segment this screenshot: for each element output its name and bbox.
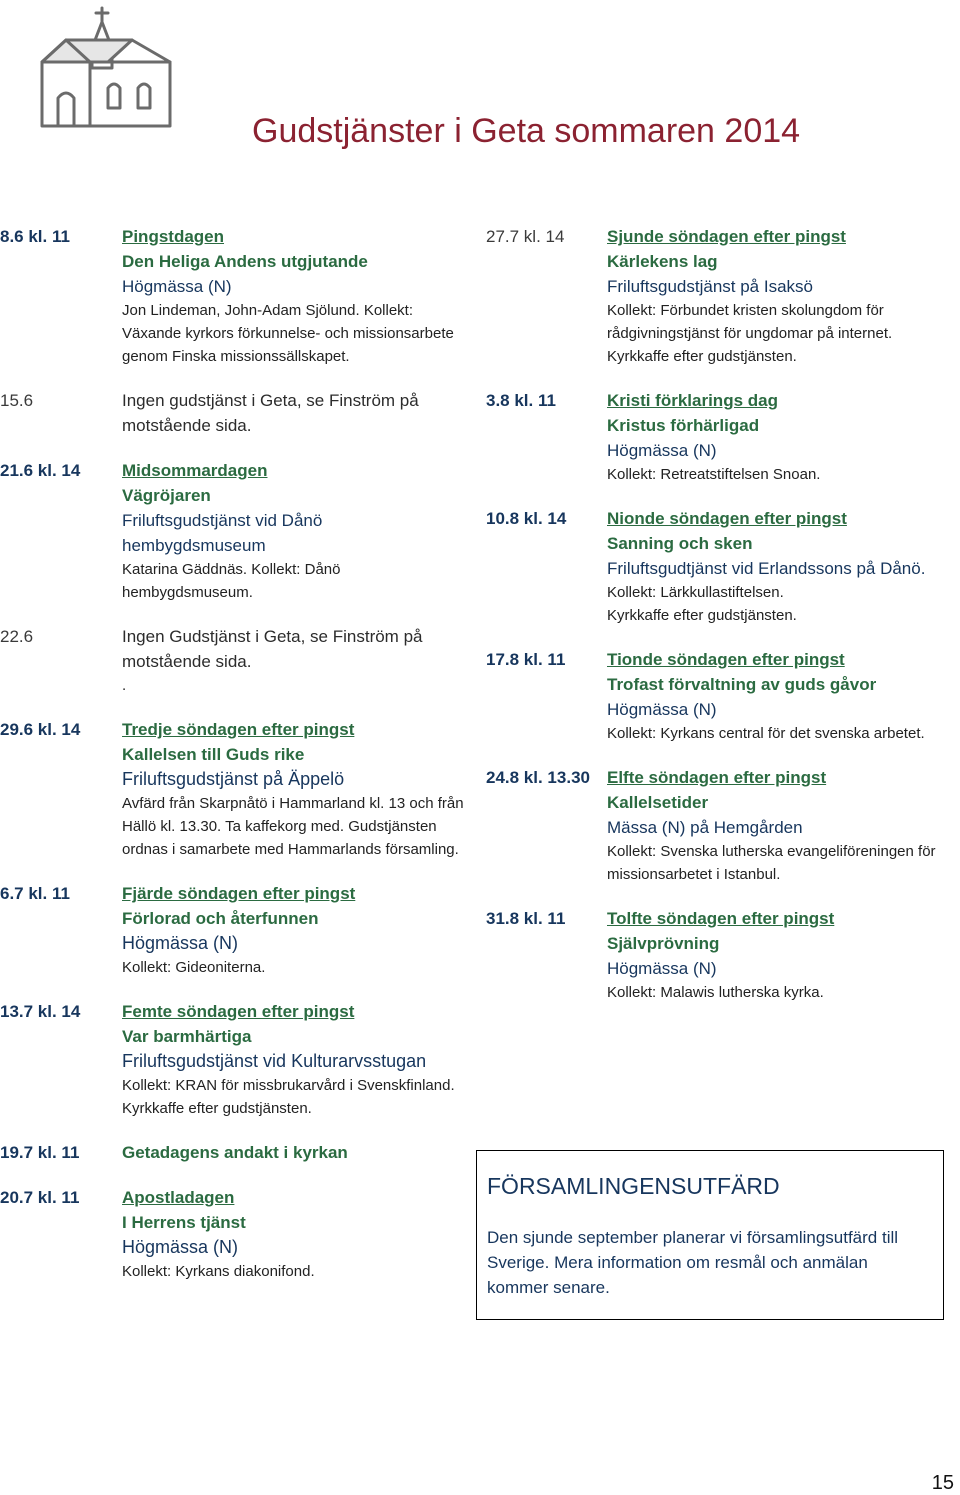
left-column — [0, 224, 470, 1303]
service-note: Kollekt: KRAN för missbrukarvård i Svenskfinland. — [122, 1077, 455, 1094]
service-entry — [0, 999, 470, 1120]
service-entry — [0, 458, 470, 604]
service-date: 8.6 kl. 11 — [0, 227, 70, 246]
page-title: Gudstjänster i Geta sommaren 2014 — [252, 112, 801, 150]
service-date: 22.6 — [0, 627, 34, 646]
service-date: 15.6 — [0, 391, 34, 410]
service-theme: Var barmhärtiga — [122, 1027, 252, 1046]
service-type: Friluftsgudstjänst vid Dånö hembygdsmuseum — [122, 511, 323, 555]
service-heading: Tredje söndagen efter pingst — [122, 720, 355, 739]
service-entry — [0, 624, 470, 697]
service-heading: Kristi förklarings dag — [607, 391, 778, 410]
service-heading: Apostladagen — [122, 1188, 235, 1207]
service-note: Avfärd från Skarpnåtö i Hammarland kl. 13 och från Hällö kl. 13.30. Ta kaffekorg med. Gudstjänsten ordnas i samarbete med Hammarlands församling. — [122, 795, 464, 858]
service-entry — [486, 388, 946, 486]
service-theme: Vägröjaren — [122, 486, 211, 505]
service-type: Högmässa (N) — [122, 277, 232, 296]
service-entry — [486, 224, 946, 368]
service-entry — [0, 881, 470, 979]
service-theme: Kallelsen till Guds rike — [122, 745, 305, 764]
service-theme: Getadagens andakt i kyrkan — [122, 1143, 348, 1162]
service-type: Mässa (N) på Hemgården — [607, 818, 803, 837]
service-note: Kyrkkaffe efter gudstjänsten. — [122, 1100, 312, 1117]
service-entry — [0, 1185, 470, 1283]
service-note: . — [122, 677, 127, 694]
service-theme: Förlorad och återfunnen — [122, 909, 319, 928]
service-date: 29.6 kl. 14 — [0, 720, 81, 739]
service-date: 20.7 kl. 11 — [0, 1188, 80, 1207]
service-date: 21.6 kl. 14 — [0, 461, 81, 480]
service-type: Högmässa (N) — [607, 441, 717, 460]
info-box-title: FÖRSAMLINGENSUTFÄRD — [487, 1173, 780, 1199]
service-heading: Tolfte söndagen efter pingst — [607, 909, 835, 928]
service-heading: Sjunde söndagen efter pingst — [607, 227, 846, 246]
service-note: Kollekt: Lärkkullastiftelsen. — [607, 584, 784, 601]
service-heading: Fjärde söndagen efter pingst — [122, 884, 356, 903]
info-box-body: Den sjunde september planerar vi församlingsutfärd till Sverige. Mera information om resmål och anmälan kommer senare. — [487, 1228, 899, 1297]
service-note: Kyrkkaffe efter gudstjänsten. — [607, 348, 797, 365]
service-entry — [0, 388, 470, 438]
church-icon — [20, 4, 195, 134]
service-type: Friluftsgudtjänst vid Erlandssons på Dånö. — [607, 559, 926, 578]
service-note: Kollekt: Svenska lutherska evangeliföreningen för missionsarbetet i Istanbul. — [607, 843, 936, 883]
service-heading: Tionde söndagen efter pingst — [607, 650, 845, 669]
service-entry — [486, 765, 946, 886]
page-number: 15 — [931, 1472, 954, 1494]
service-theme: Självprövning — [607, 934, 720, 953]
service-details — [0, 388, 470, 438]
service-note: Kollekt: Retreatstiftelsen Snoan. — [607, 466, 821, 483]
service-date: 6.7 kl. 11 — [0, 884, 70, 903]
service-date: 17.8 kl. 11 — [486, 650, 566, 669]
service-heading: Elfte söndagen efter pingst — [607, 768, 827, 787]
service-type: Ingen gudstjänst i Geta, se Finström på motstående sida. — [122, 391, 419, 435]
service-date: 10.8 kl. 14 — [486, 509, 567, 528]
service-date: 27.7 kl. 14 — [486, 227, 565, 246]
service-theme: Trofast förvaltning av guds gåvor — [607, 675, 877, 694]
service-note: Jon Lindeman, John-Adam Sjölund. Kollekt: Växande kyrkors förkunnelse- och missionsarbete genom Finska missionssällskapet. — [122, 302, 454, 365]
service-note: Kollekt: Kyrkans diakonifond. — [122, 1263, 315, 1280]
service-details — [0, 224, 470, 368]
service-date: 24.8 kl. 13.30 — [486, 768, 590, 787]
service-note: Katarina Gäddnäs. Kollekt: Dånö hembygdsmuseum. — [122, 561, 341, 601]
service-type: Ingen Gudstjänst i Geta, se Finström på motstående sida. — [122, 627, 423, 671]
right-column — [486, 224, 946, 1024]
service-note: Kyrkkaffe efter gudstjänsten. — [607, 607, 797, 624]
service-entry — [0, 717, 470, 861]
info-box — [476, 1150, 944, 1320]
service-type: Högmässa (N) — [607, 700, 717, 719]
service-type: Högmässa (N) — [607, 959, 717, 978]
service-theme: Den Heliga Andens utgjutande — [122, 252, 368, 271]
service-entry — [486, 647, 946, 745]
service-entry — [486, 506, 946, 627]
service-details — [0, 624, 470, 697]
service-heading: Nionde söndagen efter pingst — [607, 509, 847, 528]
service-date: 13.7 kl. 14 — [0, 1002, 81, 1021]
service-type: Högmässa (N) — [122, 1237, 239, 1257]
service-note: Kollekt: Förbundet kristen skolungdom för rådgivningstjänst för ungdomar på internet. — [607, 302, 893, 342]
service-type: Friluftsgudstjänst på Isaksö — [607, 277, 813, 296]
service-theme: Kristus förhärligad — [607, 416, 760, 435]
service-type: Friluftsgudstjänst vid Kulturarvsstugan — [122, 1051, 427, 1071]
service-heading: Pingstdagen — [122, 227, 225, 246]
service-entry — [0, 1140, 470, 1165]
service-note: Kollekt: Malawis lutherska kyrka. — [607, 984, 824, 1001]
service-date: 19.7 kl. 11 — [0, 1143, 80, 1162]
service-note: Kollekt: Kyrkans central för det svenska arbetet. — [607, 725, 925, 742]
service-type: Högmässa (N) — [122, 933, 239, 953]
service-details — [0, 881, 470, 979]
service-theme: I Herrens tjänst — [122, 1213, 246, 1232]
service-theme: Sanning och sken — [607, 534, 753, 553]
service-theme: Kärlekens lag — [607, 252, 718, 271]
service-theme: Kallelsetider — [607, 793, 709, 812]
service-entry — [0, 224, 470, 368]
service-entry — [486, 906, 946, 1004]
service-type: Friluftsgudstjänst på Äppelö — [122, 769, 345, 789]
service-note: Kollekt: Gideoniterna. — [122, 959, 266, 976]
service-date: 31.8 kl. 11 — [486, 909, 566, 928]
service-date: 3.8 kl. 11 — [486, 391, 556, 410]
service-heading: Femte söndagen efter pingst — [122, 1002, 355, 1021]
service-heading: Midsommardagen — [122, 461, 268, 480]
